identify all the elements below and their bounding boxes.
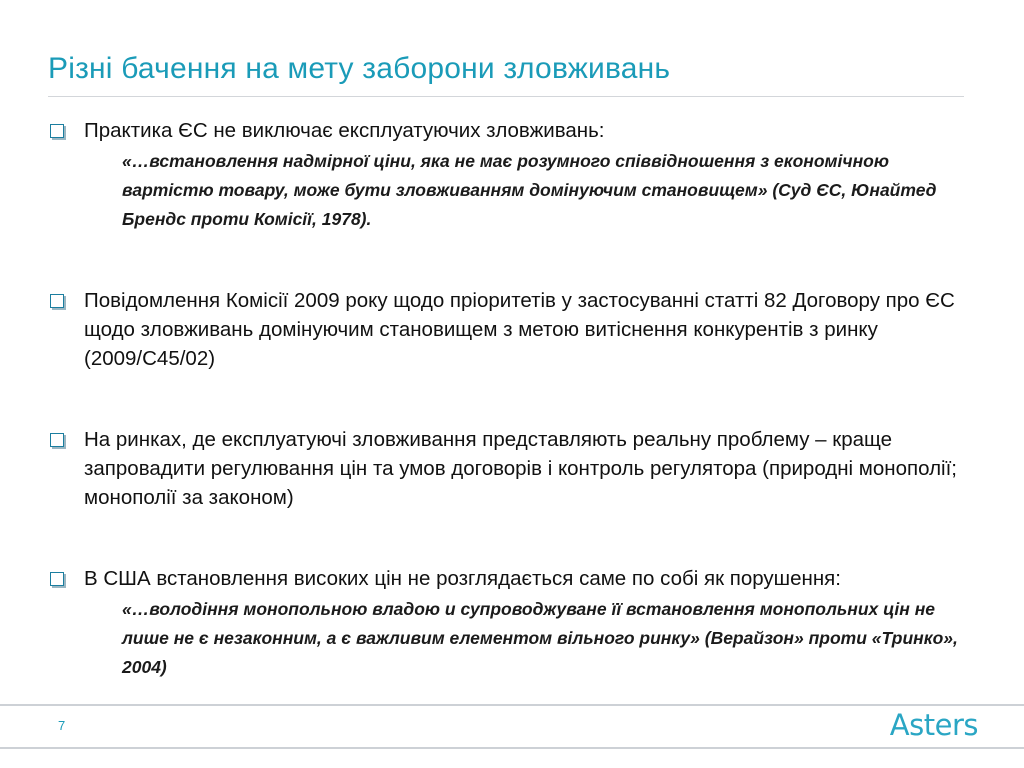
footer-divider-top [0,704,1024,706]
checkbox-bullet-icon [50,433,64,447]
asters-logo: Asters [889,708,978,742]
slide-content [50,116,980,682]
slide-title: Різні бачення на мету заборони зловживань [48,52,671,85]
bullet-text: Практика ЄС не виключає експлуатуючих зловживань: [84,119,605,142]
footer-divider-bottom [0,747,1024,749]
title-divider [48,96,964,97]
checkbox-bullet-icon [50,572,64,586]
bullet-item [50,116,980,145]
bullet-text: В США встановлення високих цін не розглядається саме по собі як порушення: [84,567,841,590]
checkbox-bullet-icon [50,294,64,308]
bullet-text: Повідомлення Комісії 2009 року щодо пріоритетів у застосуванні статті 82 Договору про ЄС щодо зловживань домінуючим становищем з метою витіснення конкурентів з ринку (2009/C45/02) [84,289,955,370]
bullet-item [50,564,980,593]
bullet-item [50,286,980,373]
bullet-item [50,425,980,512]
bullet-text: На ринках, де експлуатуючі зловживання представляють реальну проблему – краще запровадити регулювання цін та умов договорів і контроль регулятора (природні монополії; монополії за законом) [84,428,957,509]
checkbox-bullet-icon [50,124,64,138]
bullet-quote: «…встановлення надмірної ціни, яка не має розумного співвідношення з економічною вартістю товару, може бути зловживанням домінуючим становищем» (Суд ЄС, Юнайтед Брендс проти Комісії, 1978). [122,151,937,229]
bullet-quote: «…володіння монопольною владою и супроводжуване її встановлення монопольних цін не лише не є незаконним, а є важливим елементом вільного ринку» (Верайзон» проти «Тринко», 2004) [122,599,958,677]
page-number: 7 [58,718,66,733]
